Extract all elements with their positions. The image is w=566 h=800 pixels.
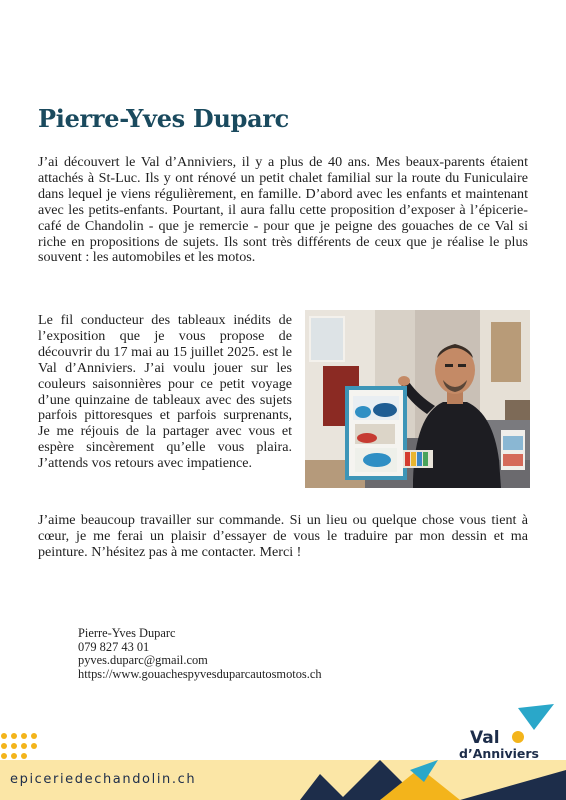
exhibition-paragraph: Le fil conducteur des tableaux inédits de l’exposition que je vous propose de découvrir du 17 mai au 15 juillet 2025. est le Val d’Anniviers. J’ai voulu jouer sur les couleurs saisonnières pour ce petit voyage d’une quinzaine de tableaux avec des sujets parfois pittoresques et parfois surprenants, Je me réjouis de la partager avec vous et espère sincèrement qu’elle vous plaira. J’attends vos retours avec impatience. xyxy=(38,312,292,472)
footer-website[interactable]: epiceriedechandolin.ch xyxy=(10,772,197,787)
sun-icon xyxy=(511,730,525,744)
intro-paragraph: J’ai découvert le Val d’Anniviers, il y a plus de 40 ans. Mes beaux-parents étaient attachés à St-Luc. Ils y ont rénové un petit chalet familial sur la route du Funiculaire dans lequel je viens régulièrement, en famille. D’abord avec les enfants et maintenant avec les petits-enfants. Pourtant, il aura fallu cette proposition d’exposer à l’épicerie-café de Chandolin - que je remercie - pour que je peigne des gouaches de ce Val si riche en propositions de sujets. Ils sont très différents de ceux que je réalise le plus souvent : les automobiles et les motos. xyxy=(38,154,528,266)
logo-text-val: Val xyxy=(470,728,500,748)
page-title: Pierre-Yves Duparc xyxy=(38,104,289,133)
commission-paragraph: J’aime beaucoup travailler sur commande. Si un lieu ou quelque chose vous tient à cœur, je me ferai un plaisir d’essayer de vous le traduire par mon dessin et ma peinture. N’hésitez pas à me contacter. Merci ! xyxy=(38,512,528,560)
decorative-dots xyxy=(0,732,40,760)
val-danniviers-logo xyxy=(456,728,540,768)
contact-name: Pierre-Yves Duparc xyxy=(78,626,176,640)
contact-website[interactable]: https://www.gouachespyvesduparcautosmotos.ch xyxy=(78,667,322,682)
artist-photo xyxy=(305,310,530,488)
decorative-triangle xyxy=(518,704,554,730)
contact-email[interactable]: pyves.duparc@gmail.com xyxy=(78,653,208,668)
logo-text-anniviers: d’Anniviers xyxy=(459,746,539,761)
contact-phone: 079 827 43 01 xyxy=(78,639,150,654)
contact-block xyxy=(78,627,322,682)
